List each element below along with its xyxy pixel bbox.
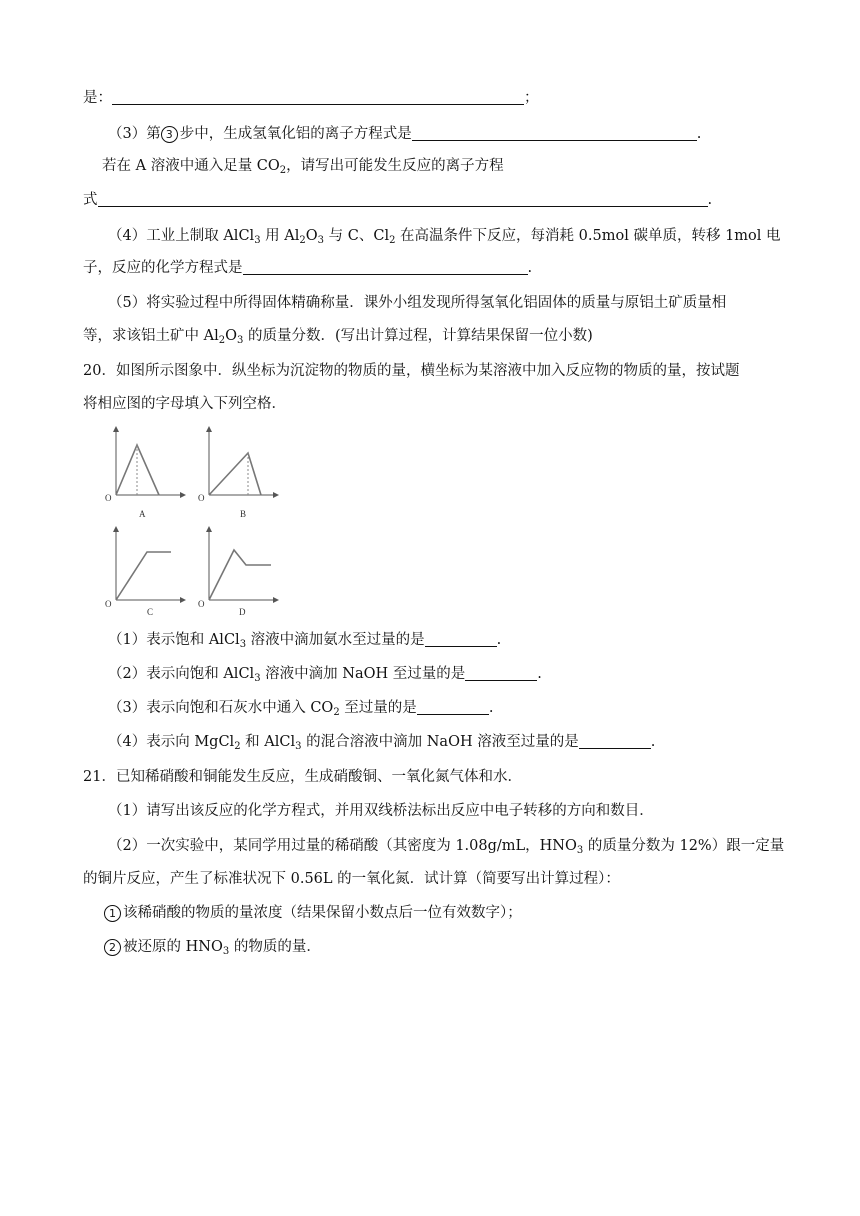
q19-part-4: （4）工业上制取 AlCl$_3$ 用 $Al_2O_3$ 与 C、$Cl_2$ 在高温条件下反应，每消耗 0.5mol 碳单质，转移 1mol 电	[108, 228, 781, 246]
graph-b-label: B	[240, 509, 247, 519]
origin-label: O	[198, 493, 205, 503]
q21-part-2-line-2: 的铜片反应，产生了标准状况下 0.56L 的一氧化氮．试计算（简要写出计算过程）：	[83, 871, 620, 887]
q19-part-3-equation-line: 式 .	[83, 192, 713, 208]
graph-c	[103, 525, 188, 620]
graph-a-plot	[103, 425, 188, 520]
q19-part-5: （5）将实验过程中所得固体精确称量．课外小组发现所得氢氧化铝固体的质量与原铝土矿质量相	[108, 295, 727, 311]
answer-blank[interactable]	[425, 631, 497, 647]
q20-stem: 20．如图所示图象中．纵坐标为沉淀物的物质的量，横坐标为某溶液中加入反应物的物质的量，按试题	[83, 363, 740, 379]
graph-d-plot	[196, 525, 281, 620]
q21-calc-1: 1 该稀硝酸的物质的量浓度（结果保留小数点后一位有效数字）；	[104, 903, 522, 923]
circled-number: 1	[104, 905, 121, 922]
graph-a	[103, 425, 188, 520]
origin-label: O	[105, 599, 112, 609]
q20-sub-1: （1）表示饱和 AlCl$_3$ 溶液中滴加氨水至过量的是 .	[108, 632, 502, 650]
q19-part-3: （3）第 3 步中，生成氢氧化铝的离子方程式是 .	[108, 126, 702, 142]
answer-blank[interactable]	[112, 89, 524, 105]
circled-number: 3	[161, 126, 178, 143]
answer-blank[interactable]	[243, 259, 528, 275]
q19-part-3-co2: 若在 A 溶液中通入足量 $CO_2$，请写出可能发生反应的离子方程	[102, 158, 504, 176]
q21-part-2: （2）一次实验中，某同学用过量的稀硝酸（其密度为 1.08g/mL，$HNO_3$ 的质量分数为 12%）跟一定量	[108, 838, 785, 856]
q20-sub-4: （4）表示向 MgCl$_2$ 和 AlCl$_3$ 的混合溶液中滴加 NaOH 溶液至过量的是 .	[108, 734, 656, 752]
graph-b-plot	[196, 425, 281, 520]
q21-part-1: （1）请写出该反应的化学方程式，并用双线桥法标出反应中电子转移的方向和数目．	[108, 803, 654, 819]
q19-part-5-line-2: 等，求该铝土矿中 $Al_2O_3$ 的质量分数．(写出计算过程，计算结果保留一位小数)	[83, 328, 593, 346]
answer-blank[interactable]	[412, 125, 697, 141]
answer-blank[interactable]	[465, 665, 537, 681]
graph-b	[196, 425, 281, 520]
graph-a-label: A	[139, 509, 146, 519]
origin-label: O	[105, 493, 112, 503]
q21-stem: 21．已知稀硝酸和铜能发生反应，生成硝酸铜、一氧化氮气体和水．	[83, 769, 522, 785]
origin-label: O	[198, 599, 205, 609]
graph-c-label: C	[147, 607, 154, 617]
q19-answer-line-1: 是： ；	[83, 90, 539, 106]
circled-number: 2	[104, 939, 121, 956]
graph-d	[196, 525, 281, 620]
q20-stem-line-2: 将相应图的字母填入下列空格．	[83, 396, 286, 412]
q20-sub-3: （3）表示向饱和石灰水中通入 $CO_2$ 至过量的是 .	[108, 700, 494, 718]
q19-part-4-line-2: 子，反应的化学方程式是 .	[83, 260, 533, 276]
graph-d-label: D	[239, 607, 246, 617]
answer-blank[interactable]	[579, 733, 651, 749]
answer-blank[interactable]	[98, 191, 708, 207]
q21-calc-2: 2 被还原的 $HNO_3$ 的物质的量．	[104, 937, 321, 962]
q20-sub-2: （2）表示向饱和 AlCl$_3$ 溶液中滴加 NaOH 至过量的是 .	[108, 666, 542, 684]
answer-blank[interactable]	[417, 699, 489, 715]
graph-c-plot	[103, 525, 188, 620]
